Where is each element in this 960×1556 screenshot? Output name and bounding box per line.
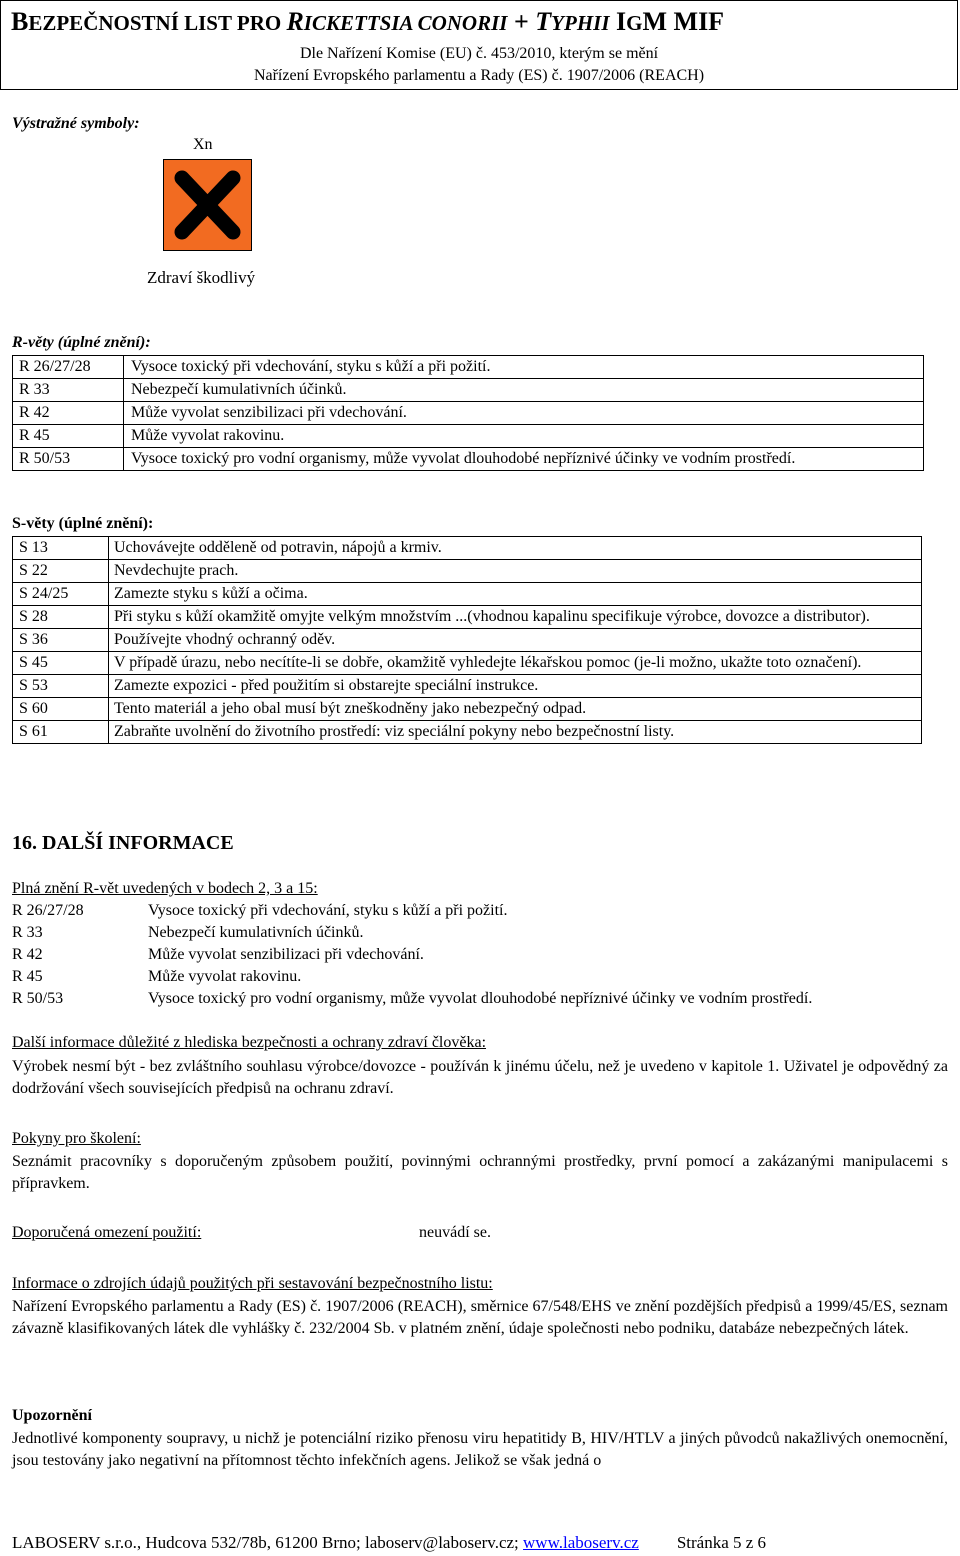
r-sentences-heading: R-věty (úplné znění): xyxy=(12,334,151,351)
safety-label: Další informace důležité z hlediska bezpečnosti a ochrany zdraví člověka: xyxy=(12,1034,487,1051)
header-regulation-line-1: Dle Nařízení Komise (EU) č. 453/2010, kterým se mění xyxy=(299,45,659,62)
table-row xyxy=(13,425,924,448)
r-code: R 50/53 xyxy=(13,448,124,471)
r-text: Nebezpečí kumulativních účinků. xyxy=(124,379,924,402)
safety-text: Výrobek nesmí být - bez zvláštního souhlasu výrobce/dovozce - používán k jinému účelu, než je uvedeno v kapitole 1. Uživatel je odpovědný za dodržování všech souvisejících předpisů na ochranu zdraví. xyxy=(12,1058,948,1097)
restriction-label: Doporučená omezení použití: xyxy=(12,1224,202,1241)
s-text: Nevdechujte prach. xyxy=(109,560,922,583)
page-number: Stránka 5 z 6 xyxy=(676,1533,767,1552)
training-text: Seznámit pracovníky s doporučeným způsobem použití, povinnými ochrannými prostředky, první pomocí a zakázanými manipulacemi s přípravkem. xyxy=(12,1153,948,1192)
table-row xyxy=(13,698,922,721)
s-code: S 61 xyxy=(13,721,109,744)
table-row xyxy=(13,379,924,402)
r-code: R 26/27/28 xyxy=(12,902,84,919)
r-code: R 33 xyxy=(13,379,124,402)
r-text: Vysoce toxický při vdechování, styku s kůží a při požití. xyxy=(148,902,508,919)
r-text: Může vyvolat rakovinu. xyxy=(148,968,302,985)
r-text: Vysoce toxický pro vodní organismy, může vyvolat dlouhodobé nepříznivé účinky ve vodním prostředí. xyxy=(148,990,813,1007)
title-part: ICKETTSIA CONORII xyxy=(303,11,508,35)
table-row xyxy=(13,629,922,652)
title-part: I xyxy=(609,7,627,36)
hazard-symbols-label: Výstražné symboly: xyxy=(12,115,140,132)
s-text: Zamezte styku s kůží a očima. xyxy=(109,583,922,606)
list-item xyxy=(12,968,301,986)
footer-website-link[interactable]: www.laboserv.cz xyxy=(523,1533,639,1552)
title-part: B xyxy=(11,7,29,36)
header-regulation-line-2: Nařízení Evropského parlamentu a Rady (ES) č. 1907/2006 (REACH) xyxy=(253,67,705,84)
title-part: T xyxy=(535,7,552,36)
list-item xyxy=(12,946,424,964)
s-text: V případě úrazu, nebo necítíte-li se dobře, okamžitě vyhledejte lékařskou pomoc (je-li možno, ukažte toto označení). xyxy=(109,652,922,675)
table-row xyxy=(13,560,922,583)
s-text: Uchovávejte odděleně od potravin, nápojů a krmiv. xyxy=(109,537,922,560)
s-code: S 24/25 xyxy=(13,583,109,606)
s-text: Používejte vhodný ochranný oděv. xyxy=(109,629,922,652)
sources-text: Nařízení Evropského parlamentu a Rady (ES) č. 1907/2006 (REACH), směrnice 67/548/EHS ve znění pozdějších předpisů a 1999/45/ES, seznam závazně klasifikovaných látek dle vyhlášky č. 232/2004 Sb. v platném znění, údaje společnosti nebo podniku, databáze nebezpečných látek. xyxy=(12,1298,948,1337)
sources-label: Informace o zdrojích údajů použitých při sestavování bezpečnostního listu: xyxy=(12,1275,493,1292)
table-row xyxy=(13,583,922,606)
list-item xyxy=(12,990,812,1008)
r-code: R 45 xyxy=(13,425,124,448)
s-code: S 36 xyxy=(13,629,109,652)
document-title xyxy=(11,7,724,37)
r-text: Může vyvolat rakovinu. xyxy=(124,425,924,448)
r-sentences-table xyxy=(12,355,924,471)
r-full-label: Plná znění R-vět uvedených v bodech 2, 3 a 15: xyxy=(12,880,318,897)
list-item xyxy=(12,924,363,942)
table-row xyxy=(13,356,924,379)
title-part: R xyxy=(286,7,304,36)
s-code: S 60 xyxy=(13,698,109,721)
s-text: Zamezte expozici - před použitím si obstarejte speciální instrukce. xyxy=(109,675,922,698)
hazard-code: Xn xyxy=(193,136,213,153)
hazard-caption: Zdraví škodlivý xyxy=(147,268,256,287)
restriction-value: neuvádí se. xyxy=(419,1224,491,1241)
title-part: + xyxy=(507,7,536,36)
hazard-symbol xyxy=(163,159,252,251)
s-sentences-table xyxy=(12,536,922,744)
s-text: Zabraňte uvolnění do životního prostředí: viz speciální pokyny nebo bezpečnostní listy. xyxy=(109,721,922,744)
title-part: G xyxy=(626,11,643,35)
r-text: Vysoce toxický pro vodní organismy, může vyvolat dlouhodobé nepříznivé účinky ve vodním prostředí. xyxy=(124,448,924,471)
title-part: YPHII xyxy=(551,11,610,35)
table-row xyxy=(13,606,922,629)
table-row xyxy=(13,402,924,425)
document-header xyxy=(0,0,958,90)
training-label: Pokyny pro školení: xyxy=(12,1130,141,1147)
title-part: EZPEČNOSTNÍ LIST PRO xyxy=(28,11,287,35)
r-code: R 50/53 xyxy=(12,990,64,1007)
footer-company: LABOSERV s.r.o., Hudcova 532/78b, 61200 Brno; laboserv@laboserv.cz; xyxy=(12,1533,524,1552)
table-row xyxy=(13,675,922,698)
s-code: S 53 xyxy=(13,675,109,698)
r-code: R 42 xyxy=(12,946,43,963)
s-code: S 28 xyxy=(13,606,109,629)
s-text: Při styku s kůží okamžitě omyjte velkým množstvím ...(vhodnou kapalinu specifikuje výrobce, dovozce a distributor). xyxy=(109,606,922,629)
table-row xyxy=(13,537,922,560)
s-sentences-heading: S-věty (úplné znění): xyxy=(12,515,154,532)
s-code: S 13 xyxy=(13,537,109,560)
r-code: R 26/27/28 xyxy=(13,356,124,379)
r-code: R 33 xyxy=(12,924,43,941)
warning-heading: Upozornění xyxy=(12,1407,92,1424)
r-text: Může vyvolat senzibilizaci při vdechování. xyxy=(124,402,924,425)
s-code: S 22 xyxy=(13,560,109,583)
r-code: R 45 xyxy=(12,968,43,985)
title-part: M MIF xyxy=(642,7,725,36)
section-16-heading: 16. DALŠÍ INFORMACE xyxy=(12,832,234,854)
page-footer xyxy=(12,1533,766,1553)
list-item xyxy=(12,902,507,920)
warning-text: Jednotlivé komponenty soupravy, u nichž je potenciální riziko přenosu viru hepatitidy B, HIV/HTLV a jiných původců nakažlivých onemocnění, jsou testovány jako negativní na přítomnost těchto infekčních agens. Jelikož se však jedná o xyxy=(12,1430,948,1469)
table-row xyxy=(13,721,922,744)
s-text: Tento materiál a jeho obal musí být zneškodněny jako nebezpečný odpad. xyxy=(109,698,922,721)
s-code: S 45 xyxy=(13,652,109,675)
r-text: Nebezpečí kumulativních účinků. xyxy=(148,924,364,941)
r-code: R 42 xyxy=(13,402,124,425)
table-row xyxy=(13,652,922,675)
table-row xyxy=(13,448,924,471)
r-text: Může vyvolat senzibilizaci při vdechování. xyxy=(148,946,424,963)
x-cross-icon xyxy=(164,160,251,250)
r-text: Vysoce toxický při vdechování, styku s kůží a při požití. xyxy=(124,356,924,379)
